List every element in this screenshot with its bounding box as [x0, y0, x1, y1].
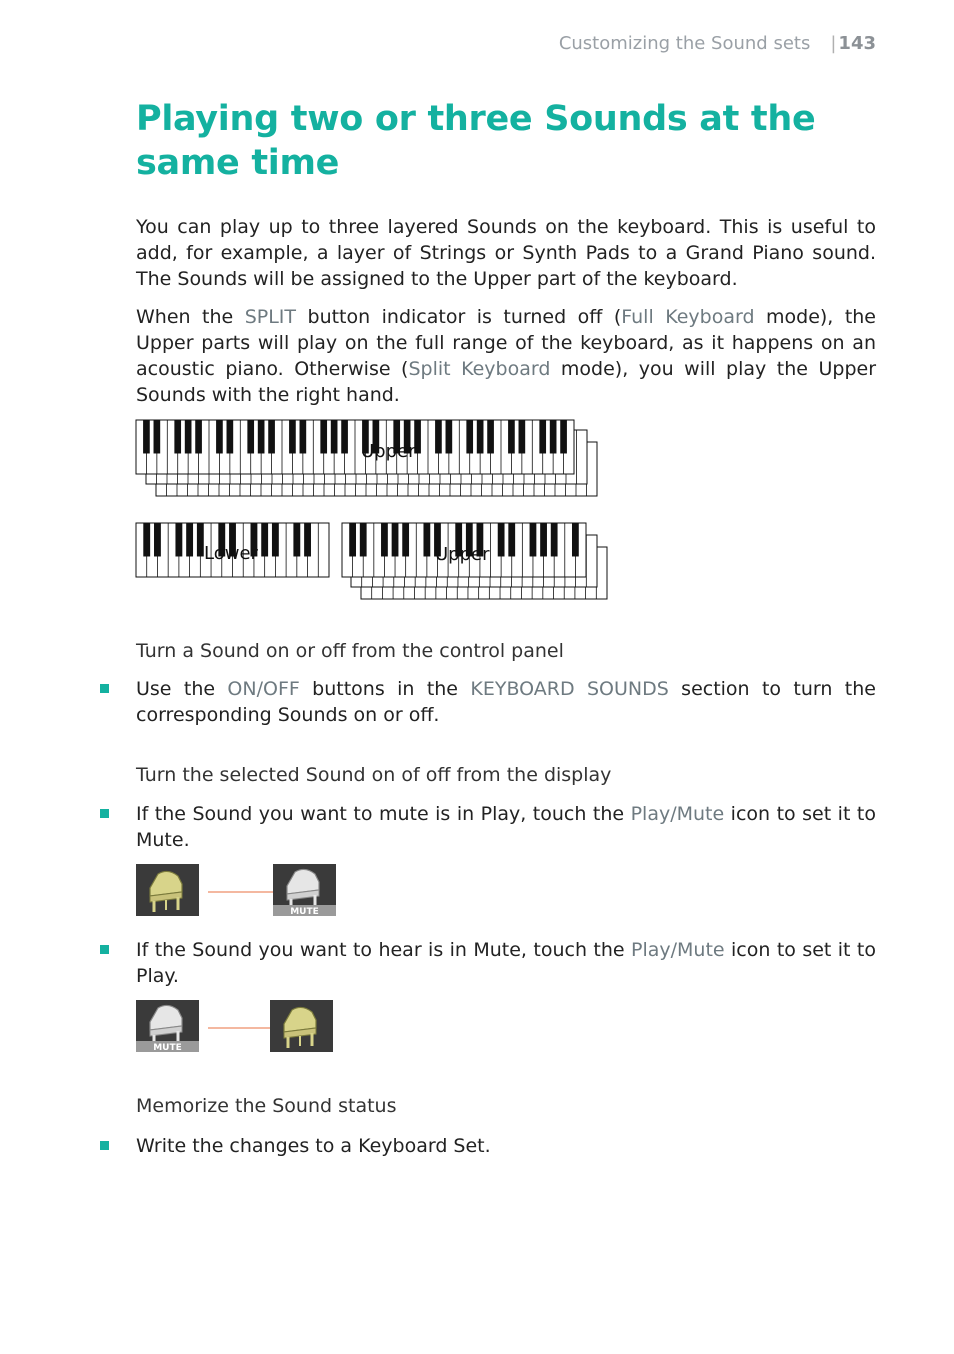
text-run: If the Sound you want to mute is in Play, touch the [136, 803, 631, 825]
split-paragraph [136, 304, 876, 408]
text-run: button indicator is turned off ( [296, 306, 622, 328]
bullet-marker [100, 809, 109, 818]
layered-keyboard-figure [134, 418, 614, 500]
upper-label: Upper [361, 441, 416, 462]
play-to-mute-illustration [136, 864, 346, 916]
mute-to-play-illustration [136, 1000, 346, 1052]
split-keyboard-figure [134, 520, 614, 602]
mute-label: MUTE [290, 907, 319, 916]
text-run: icon to set it to Mute. [136, 803, 876, 851]
upper-split-label: Upper [435, 544, 490, 565]
bullet-marker [100, 945, 109, 954]
bullet-text: Write the changes to a Keyboard Set. [136, 1135, 491, 1157]
keyword-play-mute: Play/Mute [630, 803, 725, 825]
text-run: section to turn the corresponding Sounds on or off. [136, 678, 876, 726]
page-number: 143 [838, 33, 876, 54]
bullet-play [100, 937, 876, 989]
keyword-split-keyboard: Split Keyboard [408, 358, 551, 380]
text-run: Use the [136, 678, 228, 700]
bullet-memorize [100, 1133, 876, 1159]
bullet-control-panel [100, 676, 876, 728]
section-heading-memorize: Memorize the Sound status [136, 1095, 397, 1117]
bullet-text [136, 801, 876, 853]
bullet-marker [100, 684, 109, 693]
keyword-full-keyboard: Full Keyboard [621, 306, 755, 328]
keyword-on-off: ON/OFF [227, 678, 300, 700]
text-run: If the Sound you want to hear is in Mute, touch the [136, 939, 631, 961]
piano-mute-icon[interactable] [136, 1000, 199, 1052]
piano-mute-icon[interactable] [273, 864, 336, 916]
keyboard-layer-1 [136, 420, 574, 474]
section-name: Customizing the Sound sets [558, 33, 811, 54]
text-run: When the [136, 306, 245, 328]
section-heading-control-panel: Turn a Sound on or off from the control panel [136, 640, 564, 662]
bullet-text [136, 676, 876, 728]
keyword-keyboard-sounds: KEYBOARD SOUNDS [470, 678, 669, 700]
text-run: mode), the Upper parts will play on the full range of the keyboard, as it happens on an acoustic piano. Otherwise ( [136, 306, 876, 380]
piano-play-icon[interactable] [136, 864, 199, 916]
header-separator: | [830, 33, 837, 54]
text-run: icon to set it to Play. [136, 939, 876, 987]
lower-label: Lower [204, 543, 258, 564]
text-run: mode), you will play the Upper Sounds with the right hand. [136, 358, 877, 406]
keyword-split: SPLIT [244, 306, 297, 328]
intro-paragraph: You can play up to three layered Sounds on the keyboard. This is useful to add, for example, a layer of Strings or Synth Pads to a Grand Piano sound. The Sounds will be assigned to the Upper part of the keyboard. [136, 216, 876, 290]
bullet-mute [100, 801, 876, 853]
text-run: buttons in the [299, 678, 471, 700]
bullet-text [136, 937, 876, 989]
keyword-play-mute: Play/Mute [631, 939, 725, 961]
page-title: Playing two or three Sounds at the same time [136, 99, 816, 183]
page-header [559, 33, 876, 54]
bullet-marker [100, 1141, 109, 1150]
mute-label: MUTE [153, 1043, 182, 1052]
section-heading-display: Turn the selected Sound on of off from the display [136, 764, 612, 786]
piano-play-icon[interactable] [270, 1000, 333, 1052]
